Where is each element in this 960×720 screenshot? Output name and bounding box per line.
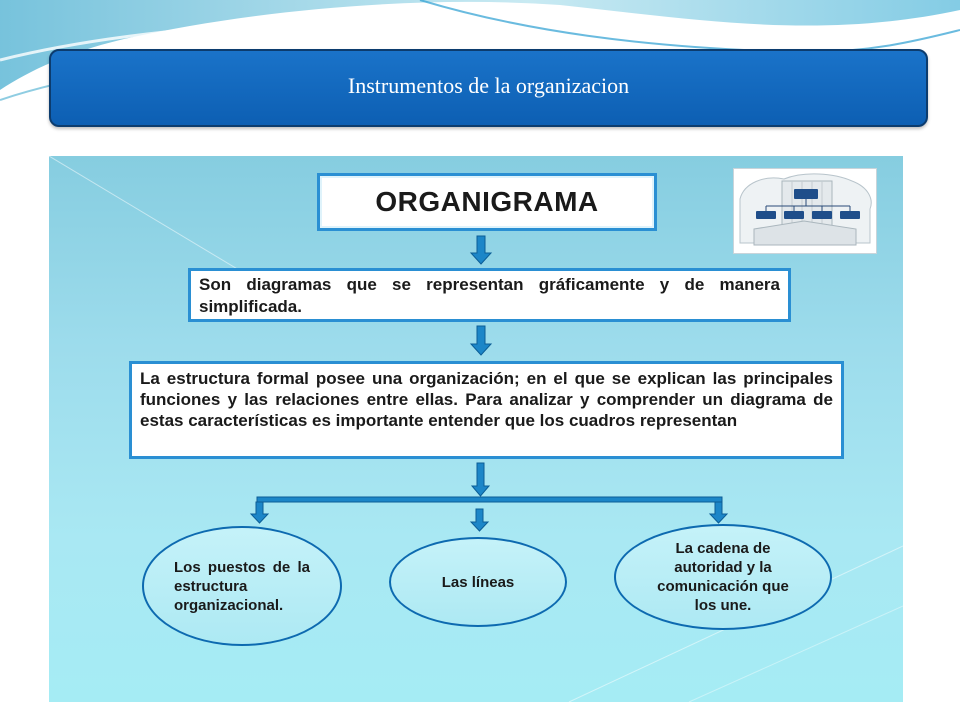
definition-text: Son diagramas que se representan gráficamente y de manera simplificada.	[199, 275, 780, 316]
branch-arrow-left	[251, 502, 268, 523]
slide-title-bar	[49, 49, 928, 127]
ellipse-cadena-text: La cadena de autoridad y la comunicación que los une.	[657, 540, 789, 614]
structure-text: La estructura formal posee una organización; en el que se explican las principales funciones y las relaciones entre ellas. Para analizar y comprender un diagrama de estas características es importante entender que los cuadros representan	[140, 369, 833, 430]
org-chart-illustration	[733, 168, 877, 254]
organigram-panel	[49, 156, 903, 702]
ellipse-lineas-text: Las líneas	[441, 573, 515, 591]
structure-box	[129, 361, 844, 459]
branch-arrow-right	[710, 502, 727, 523]
branch-arrow-center	[471, 509, 488, 531]
ellipse-cadena-autoridad	[614, 524, 832, 630]
ellipse-puestos-text: Los puestos de la estructura organizacional.	[174, 558, 310, 614]
arrow-down-2	[471, 326, 491, 355]
slide-title: Instrumentos de la organizacion	[347, 73, 630, 98]
organigrama-heading-box	[317, 173, 657, 231]
branch-connector	[257, 497, 722, 502]
organigrama-heading: ORGANIGRAMA	[375, 186, 599, 217]
ellipse-lineas	[389, 537, 567, 627]
arrow-down-1	[471, 236, 491, 264]
ellipse-puestos	[142, 526, 342, 646]
arrow-down-3	[472, 463, 489, 496]
definition-box	[188, 268, 791, 322]
building-org-chart-icon	[734, 169, 876, 253]
